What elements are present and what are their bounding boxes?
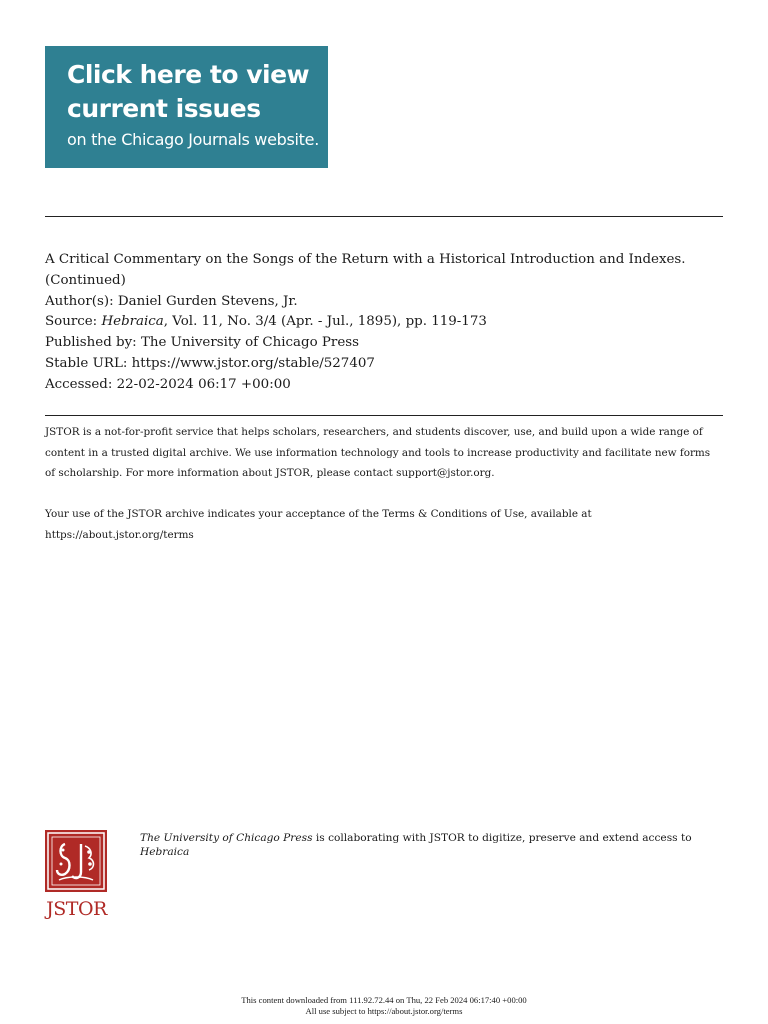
accessed-date: 22-02-2024 06:17 +00:00 — [116, 376, 291, 392]
author-row — [45, 292, 715, 313]
download-footer — [0, 995, 768, 1016]
footer-terms-line: All use subject to https://about.jstor.org/terms — [305, 1005, 463, 1016]
publisher-name: The University of Chicago Press — [140, 335, 359, 351]
banner-headline-line2: current issues — [67, 94, 261, 123]
jstor-about-paragraph — [45, 422, 715, 484]
source-label: Source: — [45, 314, 98, 330]
source-row — [45, 312, 715, 333]
citation-block — [45, 250, 715, 396]
jstor-emblem-icon — [45, 830, 107, 892]
collaboration-statement — [140, 832, 700, 859]
stable-url-link[interactable]: https://www.jstor.org/stable/527407 — [131, 355, 375, 371]
collab-publisher: The University of Chicago Press — [140, 832, 313, 844]
middle-divider — [45, 415, 723, 416]
top-divider — [45, 216, 723, 217]
jstor-logo — [45, 830, 108, 920]
source-details: , Vol. 11, No. 3/4 (Apr. - Jul., 1895), pp. 119-173 — [163, 314, 487, 330]
accessed-label: Accessed: — [45, 376, 113, 392]
banner-headline-line1: Click here to view — [67, 60, 310, 89]
terms-link[interactable]: https://about.jstor.org/terms — [45, 528, 194, 541]
banner-subtitle: on the Chicago Journals website. — [67, 130, 319, 149]
terms-text: Your use of the JSTOR archive indicates your acceptance of the Terms & Conditions of Use, available at — [45, 508, 592, 520]
publisher-row — [45, 333, 715, 354]
about-text-end: . — [491, 467, 495, 479]
collab-journal: Hebraica — [140, 845, 190, 858]
collab-middle: is collaborating with JSTOR to digitize, preserve and extend access to — [312, 832, 692, 844]
terms-paragraph — [45, 504, 715, 545]
stable-url-row — [45, 354, 715, 375]
article-title: A Critical Commentary on the Songs of the Return with a Historical Introduction and Indexes. (Continued) — [45, 252, 686, 288]
source-journal: Hebraica — [101, 314, 164, 330]
accessed-row — [45, 375, 715, 396]
footer-download-line: This content downloaded from 111.92.72.44 on Thu, 22 Feb 2024 06:17:40 +00:00 — [241, 995, 527, 1005]
author-name: Daniel Gurden Stevens, Jr. — [117, 293, 298, 309]
current-issues-banner[interactable] — [45, 46, 328, 168]
about-text: JSTOR is a not-for-profit service that helps scholars, researchers, and students discover, use, and build upon a wide range of content in a trusted digital archive. We use information technology and tools to increase productivity and facilitate new forms of scholarship. For more information about JSTOR, please contact — [45, 426, 711, 479]
jstor-wordmark: JSTOR — [46, 898, 107, 920]
support-email-link[interactable]: support@jstor.org — [396, 467, 492, 479]
publisher-label: Published by: — [45, 335, 137, 351]
stable-url-label: Stable URL: — [45, 355, 128, 371]
author-label: Author(s): — [45, 293, 114, 309]
